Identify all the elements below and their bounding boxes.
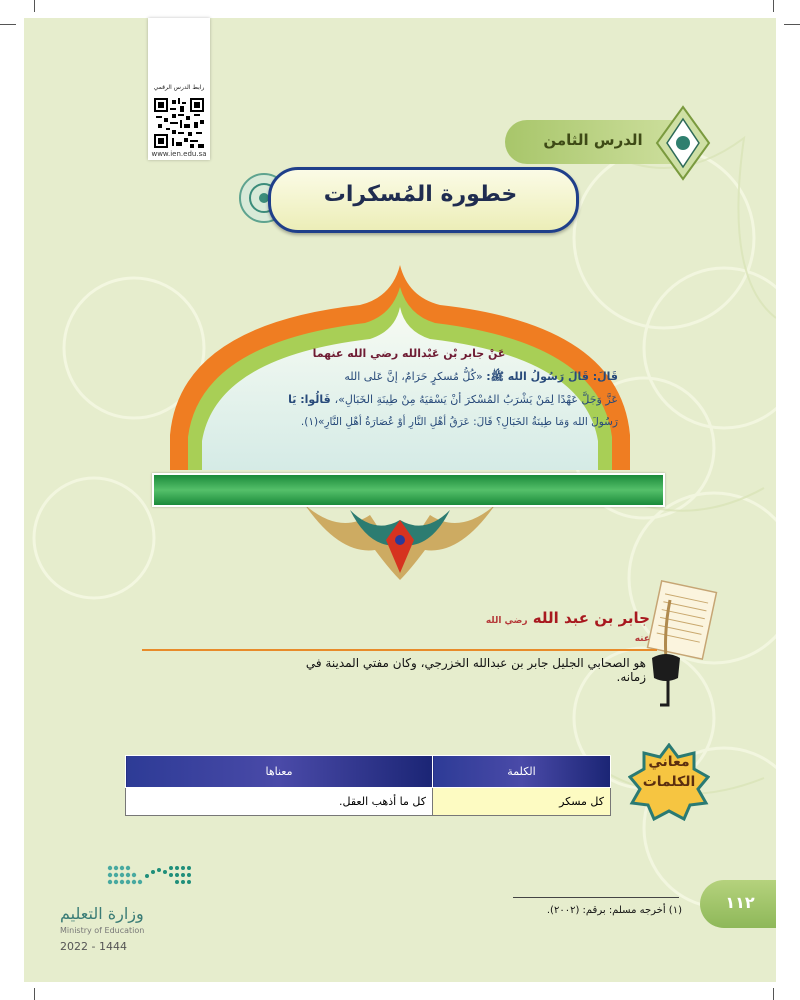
header-meaning: معناها <box>126 756 433 788</box>
footnote-divider <box>513 897 679 898</box>
hadith-speaker: قَالَ: قَالَ رَسُولُ الله ﷺ: <box>486 370 618 383</box>
vocab-word: كل مسكر <box>433 788 611 816</box>
hadith-quote: «كُلُّ مُسكرٍ حَرَامٌ، إنَّ عَلى الله <box>344 370 487 383</box>
vocab-meaning: كل ما أذهب العقل. <box>126 788 433 816</box>
hadith-narrator: عَنْ جابر بْن عَبْدالله رضي الله عنهما <box>312 347 506 360</box>
header-word: الكلمة <box>433 756 611 788</box>
table-header-row <box>126 756 611 788</box>
honorific: رضي الله عنه <box>485 616 650 644</box>
companion-bio: هو الصحابي الجليل جابر بن عبدالله الخزرجي، وكان مفتي المدينة في زمانه. <box>305 656 646 684</box>
companion-name-text: جابر بن عبد الله <box>532 609 650 627</box>
crop-mark <box>784 24 800 25</box>
green-band <box>152 473 665 507</box>
divider <box>142 649 657 651</box>
companion-name <box>480 609 650 645</box>
hadith-quote: عَزَّ وَجَلَّ عَهْدًا لِمَنْ يَشْرَبُ المُسْكرَ أنْ يَسْقيَهُ مِنْ طِينَةِ الخَبَالِ»، <box>334 393 618 406</box>
lesson-title: خطورة المُسكرات <box>323 182 518 207</box>
qr-label: رابط الدرس الرقمي <box>153 84 205 91</box>
ministry-name-ar: وزارة التعليم <box>60 904 144 923</box>
crop-mark <box>34 0 35 12</box>
qr-code-icon[interactable] <box>154 98 204 148</box>
page-number: ١١٢ <box>725 893 755 912</box>
vocab-badge-label <box>633 752 705 792</box>
crop-mark <box>773 0 774 12</box>
qr-url[interactable]: www.ien.edu.sa <box>151 150 207 158</box>
crop-mark <box>773 988 774 1000</box>
crop-mark <box>34 988 35 1000</box>
ornament-icon <box>655 105 711 181</box>
lesson-number: الدرس الثامن <box>543 131 643 149</box>
crop-mark <box>0 24 16 25</box>
qr-card[interactable] <box>148 18 210 160</box>
hadith-quote: رَسُولَ الله وَمَا طِينَةُ الخَبَالِ؟ قَالَ: عَرَقُ أهْلِ النَّارِ أوْ عُصَارَةُ أهْلِ النَّارِ»(١). <box>300 416 618 428</box>
hadith-text <box>200 342 618 434</box>
vocab-table <box>125 755 611 816</box>
vocab-badge-line: معاني <box>648 754 690 770</box>
quill-inkpot-icon <box>640 580 720 710</box>
table-row <box>126 788 611 816</box>
vocab-badge-line: الكلمات <box>642 774 696 790</box>
ministry-year: 2022 - 1444 <box>60 940 127 953</box>
ministry-logo-icon <box>105 862 195 896</box>
footnote: (١) أخرجه مسلم: برقم: (٢٠٠٢). <box>546 905 682 916</box>
hadith-speaker: قَالُوا: يَا <box>288 393 335 406</box>
hadith-line <box>200 365 618 388</box>
ministry-name-en: Ministry of Education <box>60 926 145 935</box>
hadith-line <box>200 388 618 411</box>
